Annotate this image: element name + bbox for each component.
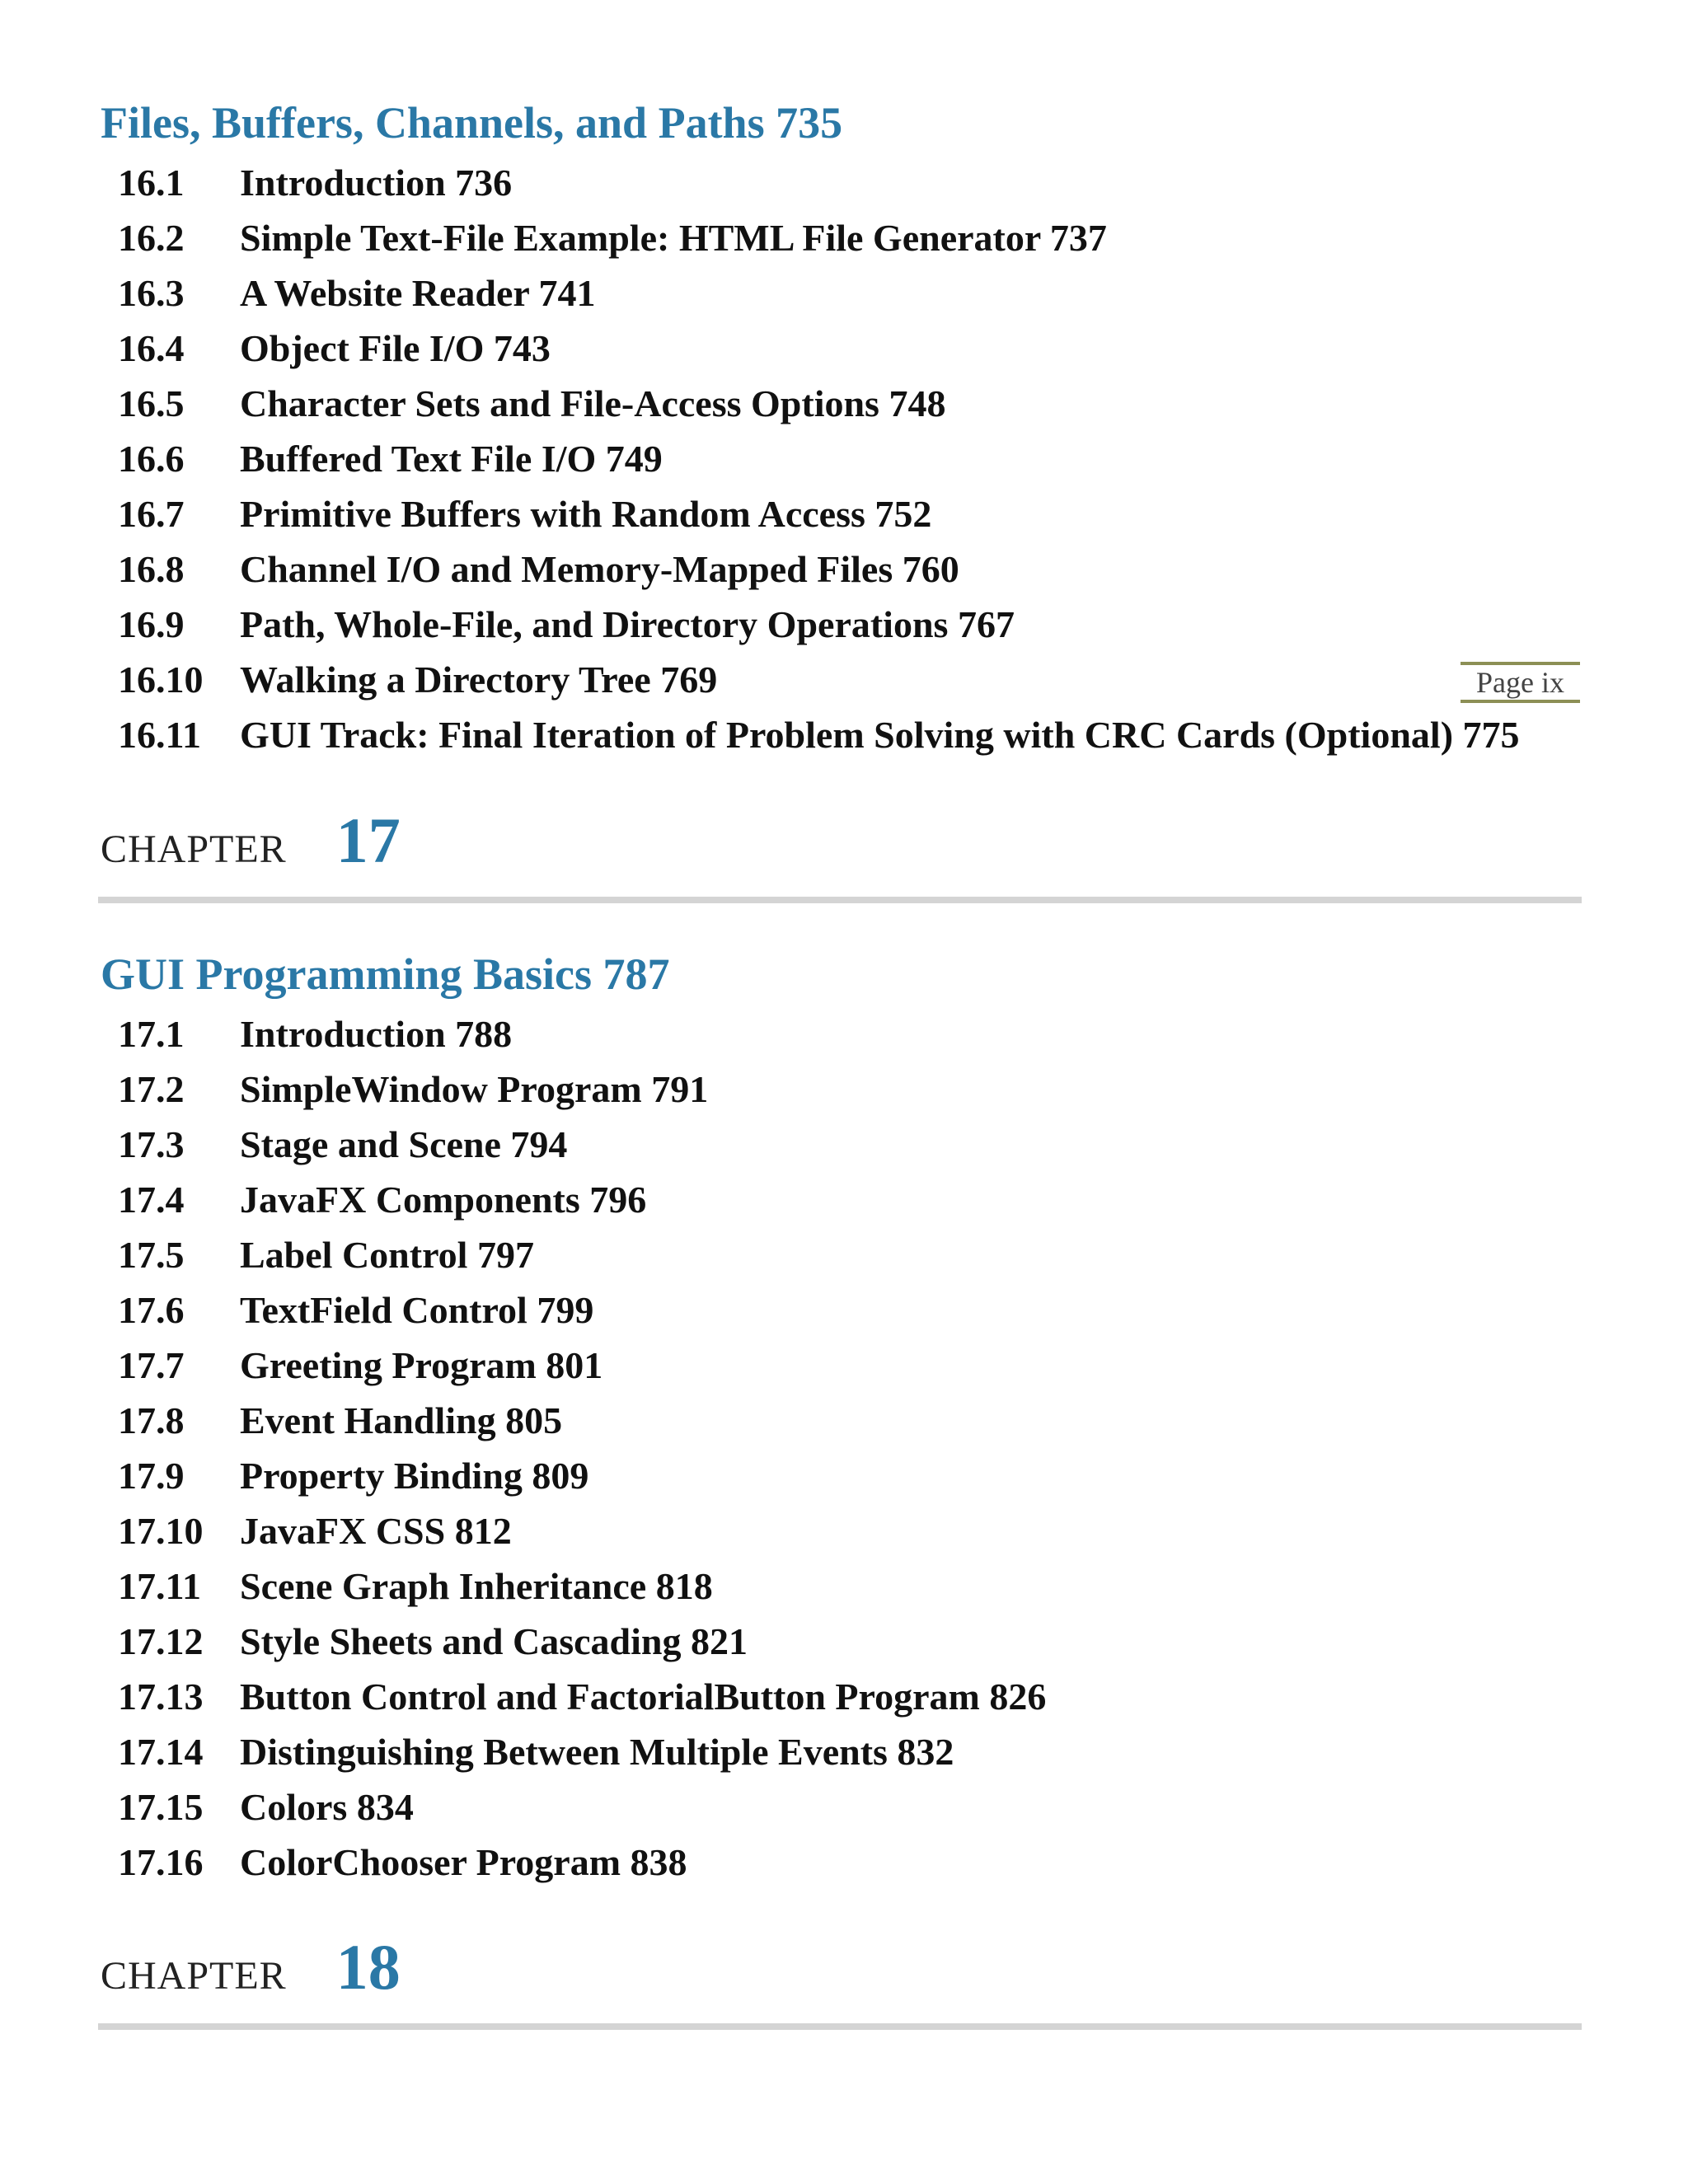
section-number: 17.15 bbox=[118, 1786, 204, 1828]
section-number: 17.14 bbox=[118, 1731, 204, 1773]
toc-entry-16-10[interactable] bbox=[118, 652, 1520, 707]
section-title: Channel I/O and Memory-Mapped Files 760 bbox=[240, 548, 959, 590]
section-number: 16.7 bbox=[118, 493, 185, 535]
toc-entry-17-6[interactable] bbox=[118, 1282, 1046, 1338]
section-number: 17.6 bbox=[118, 1289, 185, 1331]
chapter-number: 18 bbox=[335, 1931, 401, 2003]
section-title: Introduction 788 bbox=[240, 1013, 513, 1055]
section-number: 16.11 bbox=[118, 714, 201, 756]
toc-entry-16-8[interactable] bbox=[118, 541, 1520, 597]
section-title: Event Handling 805 bbox=[240, 1399, 563, 1441]
section-title: JavaFX Components 796 bbox=[240, 1179, 647, 1221]
section-title: SimpleWindow Program 791 bbox=[240, 1068, 709, 1110]
toc-entry-17-15[interactable] bbox=[118, 1779, 1046, 1835]
toc-entry-17-13[interactable] bbox=[118, 1669, 1046, 1724]
section-title: Greeting Program 801 bbox=[240, 1344, 603, 1386]
toc-entry-17-5[interactable] bbox=[118, 1227, 1046, 1282]
section-number: 17.10 bbox=[118, 1510, 204, 1552]
section-number: 17.1 bbox=[118, 1013, 185, 1055]
section-number: 16.3 bbox=[118, 272, 185, 314]
section-number: 17.8 bbox=[118, 1399, 185, 1441]
toc-entry-17-8[interactable] bbox=[118, 1393, 1046, 1448]
section-number: 17.3 bbox=[118, 1123, 185, 1165]
chapter-label: CHAPTER bbox=[101, 1954, 287, 1998]
section-title: TextField Control 799 bbox=[240, 1289, 594, 1331]
section-title: Button Control and FactorialButton Program 826 bbox=[240, 1675, 1047, 1718]
section-number: 16.1 bbox=[118, 162, 185, 204]
toc-entry-17-11[interactable] bbox=[118, 1558, 1046, 1614]
section-number: 17.13 bbox=[118, 1675, 204, 1718]
toc-entry-16-11[interactable] bbox=[118, 707, 1520, 762]
toc-entry-17-10[interactable] bbox=[118, 1503, 1046, 1558]
toc-entry-17-12[interactable] bbox=[118, 1614, 1046, 1669]
section-title: Walking a Directory Tree 769 bbox=[240, 658, 718, 701]
toc-entry-17-4[interactable] bbox=[118, 1172, 1046, 1227]
chapter-17-heading bbox=[101, 804, 401, 878]
chapter-label: CHAPTER bbox=[101, 827, 287, 871]
chapter-16-section-list bbox=[118, 155, 1520, 762]
toc-entry-17-7[interactable] bbox=[118, 1338, 1046, 1393]
section-number: 16.4 bbox=[118, 327, 185, 369]
section-number: 17.2 bbox=[118, 1068, 185, 1110]
section-title: Property Binding 809 bbox=[240, 1455, 589, 1497]
toc-entry-17-9[interactable] bbox=[118, 1448, 1046, 1503]
chapter-17-title: GUI Programming Basics 787 bbox=[101, 949, 670, 999]
toc-entry-16-4[interactable] bbox=[118, 321, 1520, 376]
toc-entry-16-2[interactable] bbox=[118, 210, 1520, 265]
toc-entry-17-16[interactable] bbox=[118, 1835, 1046, 1890]
section-number: 16.5 bbox=[118, 382, 185, 424]
section-title: Character Sets and File-Access Options 748 bbox=[240, 382, 946, 424]
toc-entry-17-1[interactable] bbox=[118, 1006, 1046, 1062]
chapter-16-title: Files, Buffers, Channels, and Paths 735 bbox=[101, 98, 843, 148]
section-number: 17.16 bbox=[118, 1841, 204, 1883]
chapter-18-heading bbox=[101, 1930, 401, 2004]
chapter-17-section-list bbox=[118, 1006, 1046, 1890]
section-title: Primitive Buffers with Random Access 752 bbox=[240, 493, 932, 535]
section-title: Label Control 797 bbox=[240, 1234, 534, 1276]
section-number: 16.2 bbox=[118, 217, 185, 259]
chapter-17-divider bbox=[98, 897, 1582, 903]
section-number: 16.9 bbox=[118, 603, 185, 645]
section-number: 17.7 bbox=[118, 1344, 185, 1386]
section-title: Introduction 736 bbox=[240, 162, 513, 204]
section-number: 17.9 bbox=[118, 1455, 185, 1497]
section-title: Style Sheets and Cascading 821 bbox=[240, 1620, 748, 1662]
section-title: Object File I/O 743 bbox=[240, 327, 551, 369]
section-title: Path, Whole-File, and Directory Operations 767 bbox=[240, 603, 1015, 645]
section-number: 17.4 bbox=[118, 1179, 185, 1221]
section-title: ColorChooser Program 838 bbox=[240, 1841, 687, 1883]
toc-entry-16-6[interactable] bbox=[118, 431, 1520, 486]
section-title: Scene Graph Inheritance 818 bbox=[240, 1565, 713, 1607]
toc-entry-16-7[interactable] bbox=[118, 486, 1520, 541]
page-marker: Page ix bbox=[1461, 662, 1580, 703]
toc-entry-16-9[interactable] bbox=[118, 597, 1520, 652]
section-title: Buffered Text File I/O 749 bbox=[240, 438, 663, 480]
section-number: 17.11 bbox=[118, 1565, 201, 1607]
section-title: Stage and Scene 794 bbox=[240, 1123, 568, 1165]
chapter-number: 17 bbox=[335, 804, 401, 876]
section-number: 16.10 bbox=[118, 658, 204, 701]
section-title: A Website Reader 741 bbox=[240, 272, 596, 314]
section-title: JavaFX CSS 812 bbox=[240, 1510, 512, 1552]
chapter-18-divider bbox=[98, 2023, 1582, 2030]
toc-entry-17-2[interactable] bbox=[118, 1062, 1046, 1117]
section-number: 16.6 bbox=[118, 438, 185, 480]
section-number: 16.8 bbox=[118, 548, 185, 590]
toc-entry-16-1[interactable] bbox=[118, 155, 1520, 210]
section-title: GUI Track: Final Iteration of Problem Solving with CRC Cards (Optional) 775 bbox=[240, 714, 1520, 756]
toc-entry-17-14[interactable] bbox=[118, 1724, 1046, 1779]
toc-entry-16-5[interactable] bbox=[118, 376, 1520, 431]
section-title: Simple Text-File Example: HTML File Generator 737 bbox=[240, 217, 1107, 259]
section-title: Distinguishing Between Multiple Events 832 bbox=[240, 1731, 954, 1773]
section-title: Colors 834 bbox=[240, 1786, 414, 1828]
section-number: 17.5 bbox=[118, 1234, 185, 1276]
section-number: 17.12 bbox=[118, 1620, 204, 1662]
toc-entry-17-3[interactable] bbox=[118, 1117, 1046, 1172]
toc-entry-16-3[interactable] bbox=[118, 265, 1520, 321]
